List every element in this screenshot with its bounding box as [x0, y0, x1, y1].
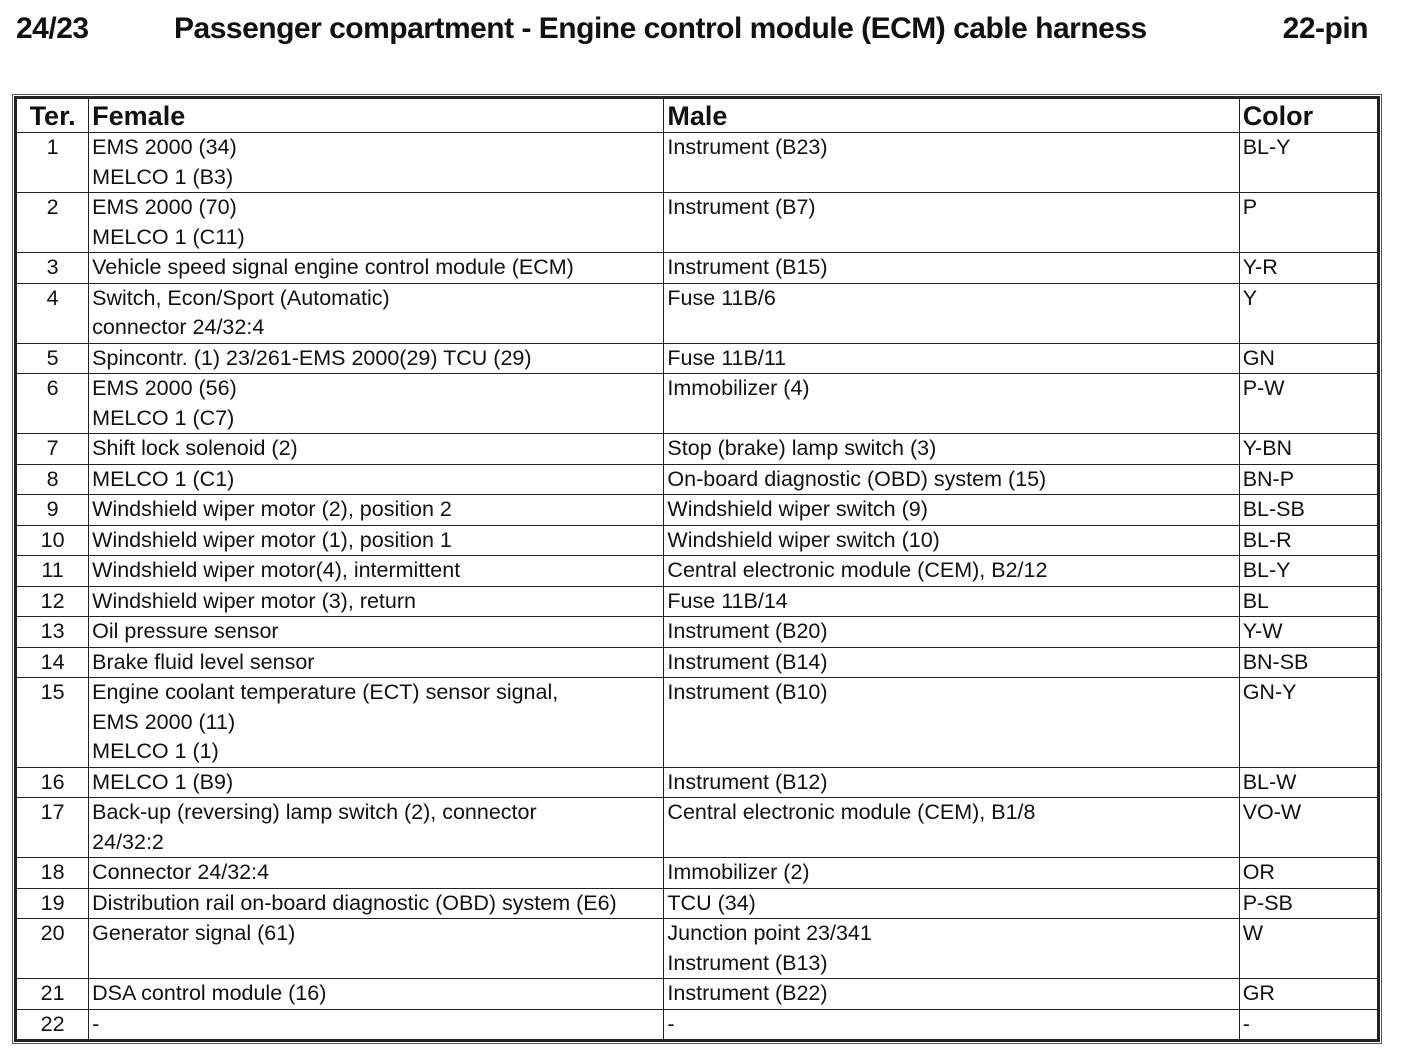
female-connection-line: MELCO 1 (C7): [92, 405, 235, 430]
wire-color: Y: [1239, 283, 1377, 343]
female-connection-line: 24/32:2: [92, 829, 164, 854]
terminal-number: 16: [17, 767, 89, 798]
terminal-number: 17: [17, 798, 89, 858]
male-connection-line: -: [667, 1011, 675, 1036]
table-row: [17, 919, 1378, 979]
terminal-number: 9: [17, 495, 89, 526]
female-connection-cell: [89, 434, 664, 465]
female-connection-line: Vehicle speed signal engine control module (ECM): [92, 255, 574, 279]
table-row: [17, 888, 1378, 919]
female-connection-cell: [89, 283, 664, 343]
male-connection-cell: [664, 678, 1239, 768]
terminal-number: 19: [17, 888, 89, 919]
male-connection-cell: [664, 1009, 1239, 1040]
female-connection-line: Windshield wiper motor (1), position 1: [92, 527, 452, 552]
male-connection-cell: [664, 798, 1239, 858]
male-connection-line: Windshield wiper switch (9): [667, 497, 928, 521]
wire-color: BL-Y: [1239, 556, 1377, 587]
female-connection-line: Oil pressure sensor: [92, 619, 279, 643]
female-connection-line: Brake fluid level sensor: [92, 649, 315, 674]
male-connection-line: Instrument (B10): [667, 680, 828, 704]
wire-color: BN-P: [1239, 464, 1377, 495]
wire-color: BL: [1239, 586, 1377, 617]
female-connection-line: Connector 24/32:4: [92, 860, 270, 884]
terminal-number: 11: [17, 556, 89, 587]
male-connection-line: Instrument (B12): [667, 769, 828, 794]
female-connection-line: connector 24/32:4: [92, 315, 265, 339]
table-body: [17, 133, 1378, 1040]
column-header-color: Color: [1239, 99, 1377, 133]
female-connection-cell: [89, 647, 664, 678]
terminal-number: 20: [17, 919, 89, 979]
male-connection-cell: [664, 979, 1239, 1010]
male-connection-line: Fuse 11B/14: [667, 588, 788, 613]
terminal-number: 10: [17, 525, 89, 556]
male-connection-line: Fuse 11B/11: [667, 345, 787, 370]
terminal-number: 2: [17, 193, 89, 253]
male-connection-cell: [664, 495, 1239, 526]
male-connection-cell: [664, 434, 1239, 465]
female-connection-line: EMS 2000 (56): [92, 376, 237, 400]
female-connection-line: Distribution rail on-board diagnostic (OBD) system (E6): [92, 890, 617, 915]
page-title: Passenger compartment - Engine control module (ECM) cable harness: [174, 12, 1147, 45]
table-row: [17, 495, 1378, 526]
female-connection-line: Engine coolant temperature (ECT) sensor signal,: [92, 680, 559, 704]
terminal-number: 14: [17, 647, 89, 678]
terminal-number: 21: [17, 979, 89, 1010]
male-connection-line: Junction point 23/341: [667, 921, 872, 945]
female-connection-cell: [89, 374, 664, 434]
female-connection-line: Shift lock solenoid (2): [92, 436, 298, 460]
document-code: 24/23: [16, 12, 89, 45]
male-connection-cell: [664, 858, 1239, 889]
female-connection-cell: [89, 343, 664, 374]
male-connection-line: TCU (34): [667, 890, 756, 915]
male-connection-cell: [664, 283, 1239, 343]
column-header-male: Male: [664, 99, 1239, 133]
wire-color: GR: [1239, 979, 1377, 1010]
terminal-number: 22: [17, 1009, 89, 1040]
table-row: [17, 133, 1378, 193]
male-connection-cell: [664, 919, 1239, 979]
wire-color: P-SB: [1239, 888, 1377, 919]
female-connection-cell: [89, 464, 664, 495]
column-header-ter: Ter.: [17, 99, 89, 133]
female-connection-cell: [89, 193, 664, 253]
male-connection-cell: [664, 888, 1239, 919]
female-connection-line: Generator signal (61): [92, 921, 296, 945]
female-connection-cell: [89, 525, 664, 556]
wire-color: P-W: [1239, 374, 1377, 434]
female-connection-line: MELCO 1 (B9): [92, 769, 234, 794]
female-connection-line: Windshield wiper motor (2), position 2: [92, 497, 452, 521]
table-row: [17, 678, 1378, 768]
terminal-number: 3: [17, 253, 89, 284]
wire-color: GN: [1239, 343, 1377, 374]
table-row: [17, 586, 1378, 617]
male-connection-cell: [664, 586, 1239, 617]
male-connection-line: Central electronic module (CEM), B2/12: [667, 558, 1048, 582]
wire-color: VO-W: [1239, 798, 1377, 858]
female-connection-line: EMS 2000 (70): [92, 195, 237, 219]
terminal-number: 4: [17, 283, 89, 343]
female-connection-line: Windshield wiper motor (3), return: [92, 588, 416, 613]
female-connection-cell: [89, 979, 664, 1010]
female-connection-line: EMS 2000 (11): [92, 709, 236, 734]
female-connection-cell: [89, 253, 664, 284]
table-row: [17, 767, 1378, 798]
table-row: [17, 617, 1378, 648]
female-connection-line: MELCO 1 (1): [92, 739, 219, 763]
table-row: [17, 343, 1378, 374]
terminal-number: 18: [17, 858, 89, 889]
female-connection-cell: [89, 133, 664, 193]
female-connection-cell: [89, 858, 664, 889]
female-connection-cell: [89, 678, 664, 768]
male-connection-line: Fuse 11B/6: [667, 285, 776, 310]
table-row: [17, 464, 1378, 495]
table-row: [17, 434, 1378, 465]
male-connection-cell: [664, 343, 1239, 374]
table-row: [17, 647, 1378, 678]
table-row: [17, 556, 1378, 587]
table-row: [17, 979, 1378, 1010]
page-header: [16, 12, 1376, 56]
male-connection-cell: [664, 193, 1239, 253]
table-row: [17, 374, 1378, 434]
male-connection-line: Instrument (B14): [667, 649, 828, 674]
male-connection-line: Instrument (B23): [667, 135, 828, 159]
female-connection-cell: [89, 556, 664, 587]
male-connection-cell: [664, 647, 1239, 678]
table-row: [17, 525, 1378, 556]
female-connection-line: MELCO 1 (B3): [92, 164, 234, 189]
male-connection-line: Windshield wiper switch (10): [667, 527, 940, 552]
female-connection-cell: [89, 1009, 664, 1040]
male-connection-line: Central electronic module (CEM), B1/8: [667, 800, 1036, 824]
terminal-number: 1: [17, 133, 89, 193]
wire-color: BN-SB: [1239, 647, 1377, 678]
table-row: [17, 858, 1378, 889]
wire-color: GN-Y: [1239, 678, 1377, 768]
wire-color: BL-R: [1239, 525, 1377, 556]
male-connection-cell: [664, 133, 1239, 193]
female-connection-line: DSA control module (16): [92, 981, 327, 1005]
female-connection-cell: [89, 586, 664, 617]
terminal-number: 5: [17, 343, 89, 374]
table-row: [17, 253, 1378, 284]
female-connection-cell: [89, 767, 664, 798]
male-connection-cell: [664, 525, 1239, 556]
wire-color: Y-W: [1239, 617, 1377, 648]
terminal-number: 7: [17, 434, 89, 465]
terminal-number: 15: [17, 678, 89, 768]
wire-color: -: [1239, 1009, 1377, 1040]
column-header-female: Female: [89, 99, 664, 133]
female-connection-cell: [89, 495, 664, 526]
male-connection-line: Stop (brake) lamp switch (3): [667, 436, 937, 460]
wire-color: OR: [1239, 858, 1377, 889]
male-connection-line: Instrument (B15): [667, 255, 828, 279]
wire-color: BL-Y: [1239, 133, 1377, 193]
wire-color: P: [1239, 193, 1377, 253]
wire-color: BL-SB: [1239, 495, 1377, 526]
terminal-number: 13: [17, 617, 89, 648]
wire-color: Y-BN: [1239, 434, 1377, 465]
table-row: [17, 193, 1378, 253]
female-connection-line: -: [92, 1011, 100, 1036]
wire-color: BL-W: [1239, 767, 1377, 798]
male-connection-line: On-board diagnostic (OBD) system (15): [667, 466, 1047, 491]
male-connection-line: Instrument (B22): [667, 981, 828, 1005]
wire-color: Y-R: [1239, 253, 1377, 284]
female-connection-line: MELCO 1 (C11): [92, 224, 245, 249]
table-header-row: [17, 99, 1378, 133]
male-connection-line: Immobilizer (4): [667, 376, 810, 400]
female-connection-cell: [89, 798, 664, 858]
male-connection-line: Instrument (B20): [667, 619, 828, 643]
wire-color: W: [1239, 919, 1377, 979]
male-connection-cell: [664, 617, 1239, 648]
male-connection-line: Instrument (B13): [667, 950, 828, 975]
male-connection-cell: [664, 253, 1239, 284]
male-connection-cell: [664, 374, 1239, 434]
female-connection-line: Switch, Econ/Sport (Automatic): [92, 285, 390, 310]
table-row: [17, 1009, 1378, 1040]
male-connection-cell: [664, 767, 1239, 798]
harness-table: [16, 98, 1378, 1040]
terminal-number: 12: [17, 586, 89, 617]
male-connection-cell: [664, 464, 1239, 495]
table-row: [17, 283, 1378, 343]
male-connection-line: Immobilizer (2): [667, 860, 810, 884]
female-connection-cell: [89, 617, 664, 648]
table-row: [17, 798, 1378, 858]
female-connection-cell: [89, 888, 664, 919]
terminal-number: 8: [17, 464, 89, 495]
female-connection-line: Spincontr. (1) 23/261-EMS 2000(29) TCU (29): [92, 345, 532, 370]
female-connection-line: Windshield wiper motor(4), intermittent: [92, 558, 461, 582]
male-connection-line: Instrument (B7): [667, 195, 816, 219]
pin-count: 22-pin: [1282, 12, 1368, 45]
female-connection-cell: [89, 919, 664, 979]
harness-table-container: [14, 96, 1380, 1042]
male-connection-cell: [664, 556, 1239, 587]
female-connection-line: MELCO 1 (C1): [92, 466, 235, 491]
female-connection-line: Back-up (reversing) lamp switch (2), connector: [92, 800, 537, 824]
terminal-number: 6: [17, 374, 89, 434]
female-connection-line: EMS 2000 (34): [92, 135, 237, 159]
